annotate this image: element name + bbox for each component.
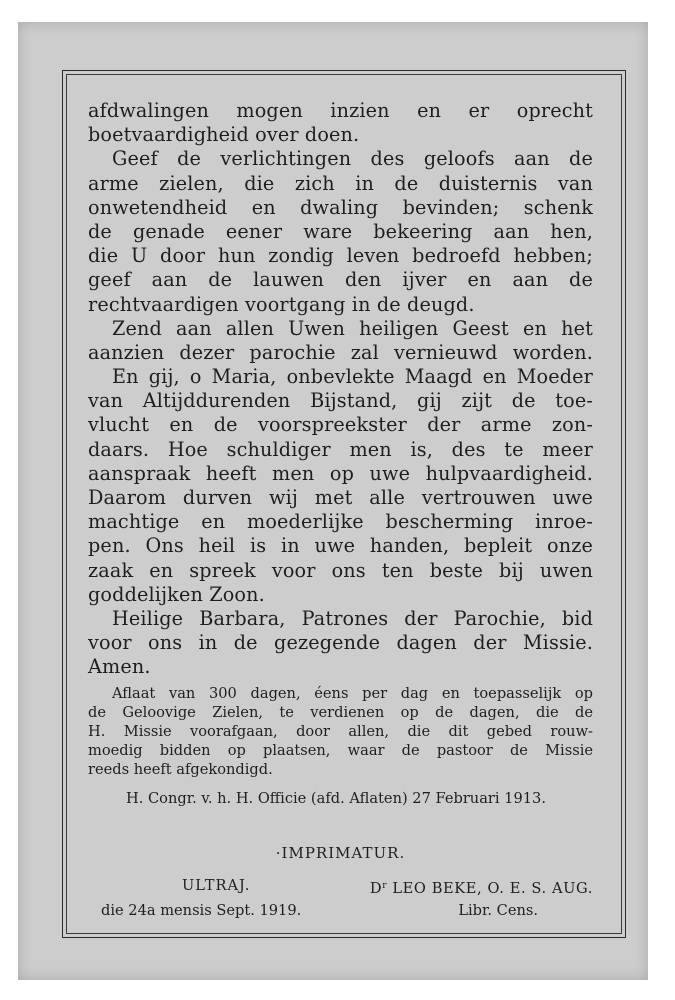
imprimatur-heading: ·IMPRIMATUR. <box>275 844 406 863</box>
prayer-line: goddelijken Zoon. <box>88 582 265 606</box>
imprimatur-row-1 <box>88 875 593 900</box>
prayer-line: van Altijddurenden Bijstand, gij zijt de toe- <box>88 389 593 413</box>
prayer-line: zaak en spreek voor ons ten beste bij uwen <box>88 558 593 582</box>
censor-prefix-sup: r <box>382 881 388 892</box>
censor-title: Libr. Cens. <box>458 902 538 920</box>
imprimatur-date: die 24a mensis Sept. 1919. <box>101 902 302 920</box>
prayer-line: En gij, o Maria, onbevlekte Maagd en Moeder <box>112 365 593 389</box>
censor-prefix: D <box>369 880 383 898</box>
imprimatur-place: ULTRAJ. <box>182 877 251 895</box>
prayer-line: vlucht en de voorspreekster der arme zon- <box>88 413 593 437</box>
prayer-line: arme zielen, die zich in de duisternis van <box>88 171 593 195</box>
double-border-frame <box>62 70 626 938</box>
indulgence-line: moedig bidden op plaatsen, waar de pastoor de Missie <box>88 742 593 760</box>
prayer-line: voor ons in de gezegende dagen der Missie. <box>88 631 593 655</box>
prayer-line: Heilige Barbara, Patrones der Parochie, bid <box>112 606 593 630</box>
prayer-text <box>88 99 593 680</box>
prayer-line: die U door hun zondig leven bedroefd hebben; <box>88 244 593 268</box>
prayer-line: de genade eener ware bekeering aan hen, <box>88 219 593 243</box>
prayer-line: Amen. <box>88 655 151 679</box>
indulgence-line: H. Missie voorafgaan, door allen, die dit gebed rouw- <box>88 722 593 740</box>
prayer-card <box>18 22 648 980</box>
prayer-line: boetvaardigheid over doen. <box>88 123 360 147</box>
indulgence-line: Aflaat van 300 dagen, éens per dag en toepasselijk op <box>112 684 593 702</box>
decree-line: H. Congr. v. h. H. Officie (afd. Aflaten) 27 Februari 1913. <box>126 790 546 808</box>
indulgence-line: reeds heeft afgekondigd. <box>88 761 273 779</box>
prayer-line: Geef de verlichtingen des geloofs aan de <box>112 147 593 171</box>
prayer-line: aanzien dezer parochie zal vernieuwd worden. <box>88 340 593 364</box>
indulgence-line: de Geloovige Zielen, te verdienen op de dagen, die de <box>88 703 593 721</box>
censor-name-text: LEO BEKE, O. E. S. AUG. <box>387 880 593 898</box>
prayer-line: rechtvaardigen voortgang in de deugd. <box>88 292 475 316</box>
prayer-line: pen. Ons heil is in uwe handen, bepleit onze <box>88 534 593 558</box>
prayer-line: daars. Hoe schuldiger men is, des te meer <box>88 437 593 461</box>
imprimatur-row-2 <box>88 900 593 922</box>
prayer-line: afdwalingen mogen inzien en er oprecht <box>88 99 593 122</box>
censor-name <box>370 875 593 900</box>
indulgence-note <box>88 684 593 780</box>
prayer-line: aanspraak heeft men op uwe hulpvaardigheid. <box>88 461 593 485</box>
card-text <box>88 99 593 922</box>
prayer-line: machtige en moederlijke bescherming inroe- <box>88 510 593 534</box>
prayer-line: Zend aan allen Uwen heiligen Geest en het <box>112 316 593 340</box>
prayer-line: onwetendheid en dwaling bevinden; schenk <box>88 195 593 219</box>
prayer-line: Daarom durven wij met alle vertrouwen uwe <box>88 486 593 509</box>
prayer-line: geef aan de lauwen den ijver en aan de <box>88 268 593 292</box>
